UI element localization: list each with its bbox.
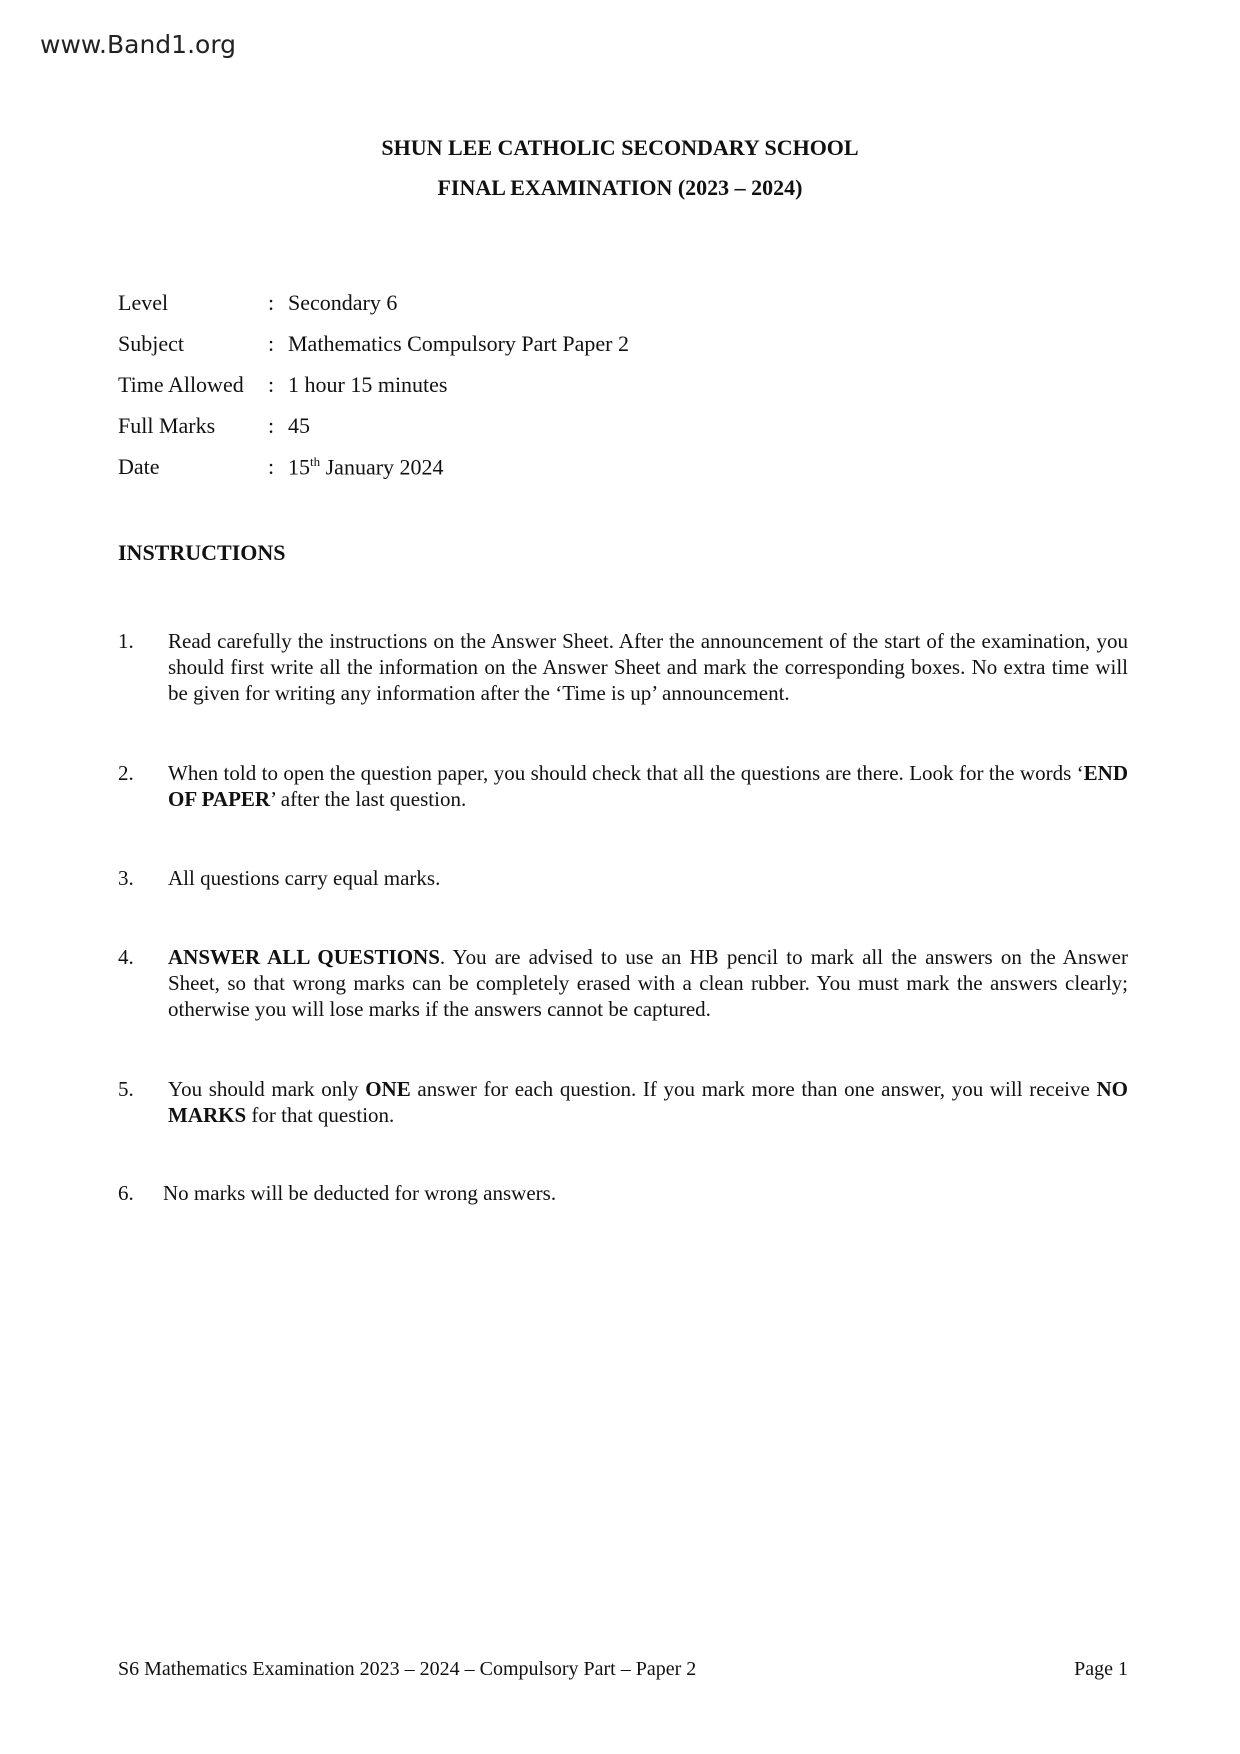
info-value: 45 <box>288 413 310 438</box>
info-colon: : <box>268 290 275 315</box>
info-label: Date <box>118 454 160 480</box>
instruction-4 <box>118 944 1128 1022</box>
watermark: www.Band1.org <box>40 30 237 59</box>
info-value <box>288 454 444 480</box>
info-row-date <box>118 454 629 495</box>
exam-header <box>0 128 1240 208</box>
page-number: Page 1 <box>1074 1658 1128 1680</box>
instruction-text <box>168 944 1128 1022</box>
instruction-number: 1. <box>118 629 134 653</box>
info-row-level <box>118 290 629 331</box>
instruction-text <box>168 1076 1128 1128</box>
text-part: . You are advised to use an HB pencil to mark all the answers on the Answer Sheet, so that wrong marks can be completely erased with a clean rubber. You must mark the answers clearly; otherwise you will lose marks if the answers cannot be captured. <box>168 945 1128 1021</box>
instruction-2 <box>118 760 1128 812</box>
info-label: Full Marks <box>118 413 216 438</box>
text-part: ’ after the last question. <box>270 787 467 811</box>
instruction-text: All questions carry equal marks. <box>168 866 441 890</box>
exam-title: FINAL EXAMINATION (2023 – 2024) <box>437 175 803 200</box>
school-name: SHUN LEE CATHOLIC SECONDARY SCHOOL <box>381 135 859 160</box>
instruction-number: 2. <box>118 761 134 785</box>
bold-text: NO MARKS <box>168 1077 1128 1127</box>
info-colon: : <box>268 413 275 438</box>
footer-title: S6 Mathematics Examination 2023 – 2024 – Compulsory Part – Paper 2 <box>118 1658 697 1680</box>
instruction-3 <box>118 865 1128 891</box>
instruction-number: 5. <box>118 1077 134 1101</box>
info-colon: : <box>268 372 275 397</box>
instructions-heading: INSTRUCTIONS <box>118 540 286 565</box>
text-part: for that question. <box>246 1103 395 1127</box>
text-part: When told to open the question paper, you should check that all the questions are there. Look for the words ‘ <box>168 761 1084 785</box>
instruction-text: No marks will be deducted for wrong answers. <box>163 1181 557 1205</box>
info-colon: : <box>268 454 275 480</box>
instruction-5 <box>118 1076 1128 1128</box>
instruction-number: 4. <box>118 945 134 969</box>
info-label: Subject <box>118 331 184 356</box>
text-part: answer for each question. If you mark more than one answer, you will receive <box>410 1077 1097 1101</box>
date-suffix: th <box>310 454 321 469</box>
instruction-text <box>168 760 1128 812</box>
date-day: 15 <box>288 454 310 480</box>
info-row-subject <box>118 331 629 372</box>
bold-text: END OF PAPER <box>168 761 1128 811</box>
info-value: 1 hour 15 minutes <box>288 372 448 397</box>
info-value: Secondary 6 <box>288 290 398 315</box>
instruction-number: 6. <box>118 1181 134 1205</box>
page-footer <box>118 1658 1128 1681</box>
info-value: Mathematics Compulsory Part Paper 2 <box>288 331 629 356</box>
bold-text: ANSWER ALL QUESTIONS <box>168 945 440 969</box>
instruction-number: 3. <box>118 866 134 890</box>
date-rest: January 2024 <box>320 454 444 480</box>
exam-info <box>118 290 629 495</box>
info-label: Time Allowed <box>118 372 244 397</box>
bold-text: ONE <box>365 1077 411 1101</box>
info-colon: : <box>268 331 275 356</box>
instruction-6 <box>118 1180 1128 1206</box>
instruction-1 <box>118 628 1128 706</box>
info-row-marks <box>118 413 629 454</box>
info-row-time <box>118 372 629 413</box>
info-label: Level <box>118 290 169 315</box>
text-part: You should mark only <box>168 1077 366 1101</box>
instruction-text: Read carefully the instructions on the Answer Sheet. After the announcement of the start of the examination, you should first write all the information on the Answer Sheet and mark the corresponding boxes. No extra time will be given for writing any information after the ‘Time is up’ announcement. <box>168 629 1128 705</box>
